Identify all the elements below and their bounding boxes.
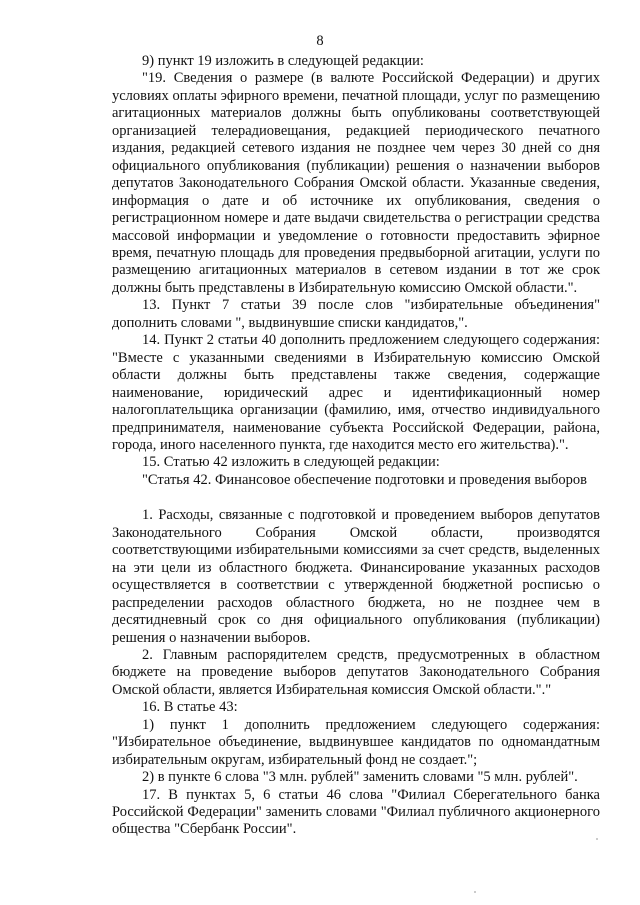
page-number: 8 [316,33,324,49]
article-42-point-1: 1. Расходы, связанные с подготовкой и проведением выборов депутатов Законодательного Собрания Омской области, производятся соответствующими избирательными комиссиями за счет средств, выделенных на эти цели из областного бюджета. Финансирование указанных расходов осуществляется в соответствии с утвержденной бюджетной росписью о распределении расходов областного бюджета, но не позднее чем в десятидневный срок со дня официального опубликования (публикации) решения о назначении выборов. [112,507,600,646]
scan-speck [596,838,598,840]
paragraph-item-16: 16. В статье 43: [142,699,238,716]
paragraph-item-15: 15. Статью 42 изложить в следующей редакции: [142,454,440,471]
paragraph-item-16-2: 2) в пункте 6 слова "3 млн. рублей" заменить словами "5 млн. рублей". [142,769,578,786]
scan-speck [474,891,476,893]
paragraph-item-13: 13. Пункт 7 статьи 39 после слов "избирательные объединения" дополнить словами ", выдвинувшие списки кандидатов,". [112,297,600,331]
paragraph-item-17: 17. В пунктах 5, 6 статьи 46 слова "Филиал Сберегательного банка Российской Федерации" заменить словами "Филиал публичного акционерного общества "Сбербанк России". [112,786,600,838]
paragraph-item-16-1: 1) пункт 1 дополнить предложением следующего содержания: "Избирательное объединение, выдвинувшее кандидатов по одномандатным избирательным округам, избирательный фонд не создает."; [112,716,600,768]
document-body [112,53,600,839]
paragraph-item-14: 14. Пункт 2 статьи 40 дополнить предложением следующего содержания: "Вместе с указанными сведениями в Избирательную комиссию Омской области должны быть представлены также сведения, содержащие наименование, юридический адрес и идентификационный номер налогоплательщика организации (фамилию, имя, отчество индивидуального предпринимателя, наименование субъекта Российской Федерации, района, города, иного населенного пункта, где находится место его жительства).". [112,332,600,453]
article-42-point-2: 2. Главным распорядителем средств, предусмотренных в областном бюджете на проведение выборов депутатов Законодательного Собрания Омской области, является Избирательная комиссия Омской области."." [112,646,600,698]
paragraph-item-9: 9) пункт 19 изложить в следующей редакции: [142,53,424,69]
article-42-heading: "Статья 42. Финансовое обеспечение подготовки и проведения выборов [142,471,587,488]
paragraph-point-19-text: "19. Сведения о размере (в валюте Российской Федерации) и других условиях оплаты эфирного времени, печатной площади, услуг по размещению агитационных материалов должны быть опубликованы соответствующей организацией телерадиовещания, редакцией периодического печатного издания, редакцией сетевого издания не позднее чем через 30 дней со дня официального опубликования (публикации) решения о назначении выборов депутатов Законодательного Собрания Омской области. Указанные сведения, информация о дате и об источнике их опубликования, сведения о регистрационном номере и дате выдачи свидетельства о регистрации средства массовой информации и уведомление о готовности предоставить эфирное время, печатную площадь для проведения предвыборной агитации, услуги по размещению агитационных материалов в сетевом издании в тот же срок должны быть представлены в Избирательную комиссию Омской области.". [112,70,600,296]
